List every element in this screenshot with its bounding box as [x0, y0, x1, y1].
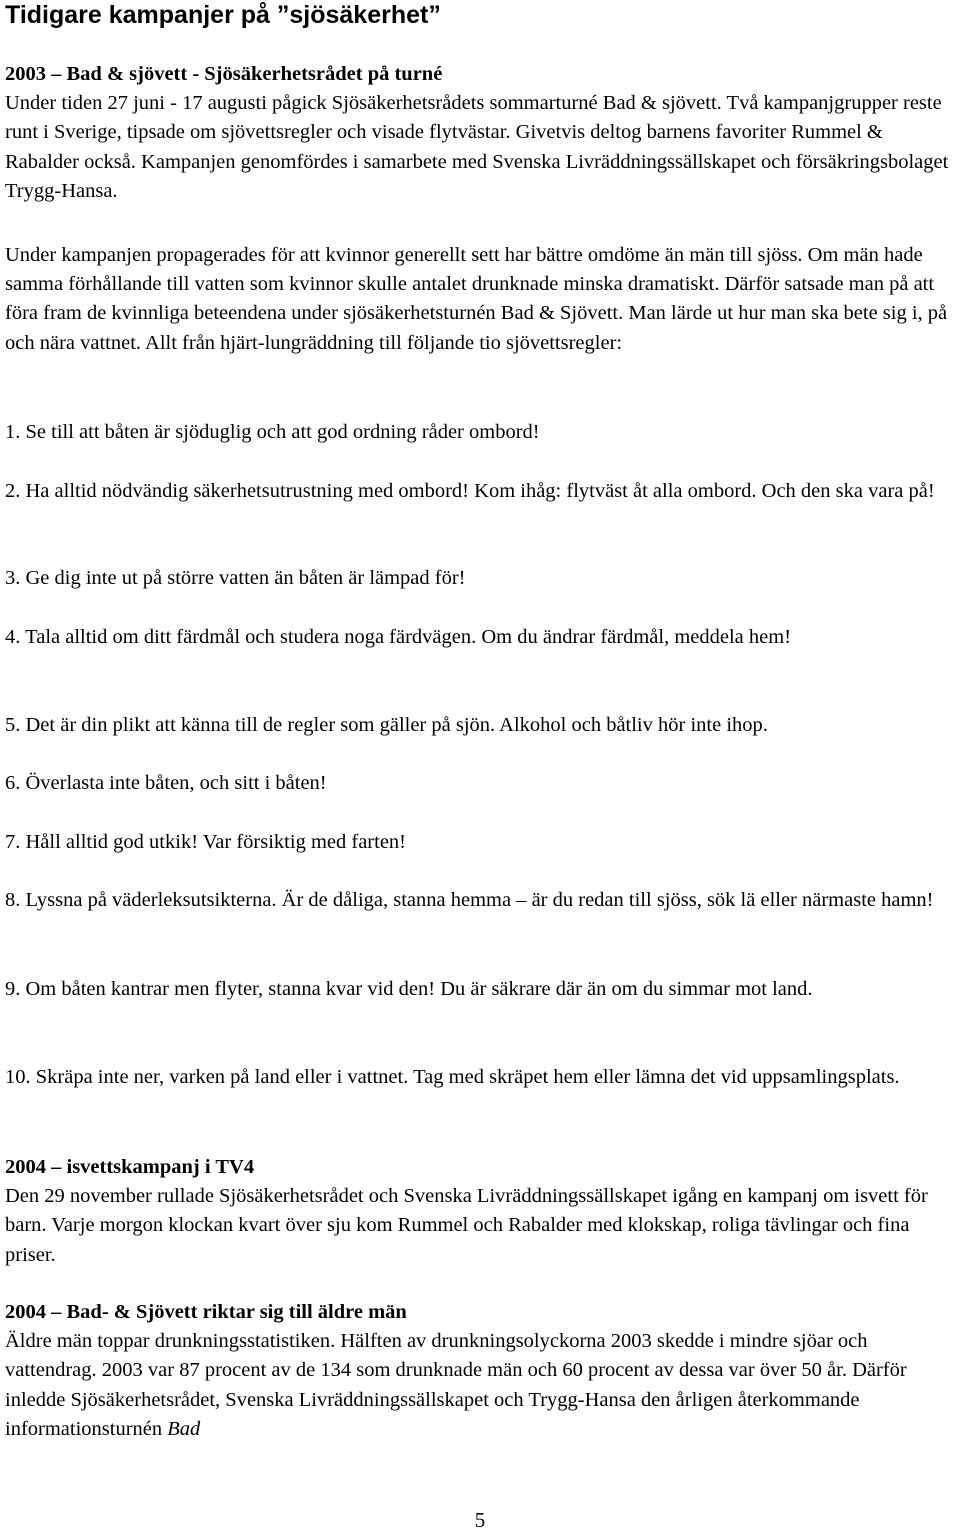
section-heading: 2003 – Bad & sjövett - Sjösäkerhetsrådet på turné	[5, 63, 443, 85]
paragraph-text: Äldre män toppar drunkningsstatistiken. Hälften av drunkningsolyckorna 2003 skedde i mindre sjöar och vattendrag. 2003 var 87 procent av de 134 som drunknade män och 60 procent av dessa var över 50 år. Därför inledde Sjösäkerhetsrådet, Svenska Livräddningssällskapet och Trygg-Hansa den årligen återkommande informationsturnén	[5, 1330, 907, 1440]
paragraph: Den 29 november rullade Sjösäkerhetsrådet och Svenska Livräddningssällskapet igång en kampanj om isvett för barn. Varje morgon klockan kvart över sju kom Rummel och Rabalder med klokskap, roliga tävlingar och fina priser.	[5, 1185, 928, 1266]
section-2004-tv4	[5, 1153, 955, 1270]
list-item: 2. Ha alltid nödvändig säkerhetsutrustning med ombord! Kom ihåg: flytväst åt alla ombord. Och den ska vara på!	[5, 480, 935, 502]
list-item: 5. Det är din plikt att känna till de regler som gäller på sjön. Alkohol och båtliv hör inte ihop.	[5, 714, 768, 736]
rule-5	[5, 711, 955, 740]
list-item: 6. Överlasta inte båten, och sitt i båten!	[5, 772, 327, 794]
list-item: 10. Skräpa inte ner, varken på land eller i vattnet. Tag med skräpet hem eller lämna det vid uppsamlingsplats.	[5, 1066, 900, 1088]
rule-6	[5, 769, 955, 798]
rule-3	[5, 564, 955, 593]
section-2003-paragraph-2	[5, 241, 955, 358]
list-item: 8. Lyssna på väderleksutsikterna. Är de dåliga, stanna hemma – är du redan till sjöss, sök lä eller närmaste hamn!	[5, 889, 934, 911]
list-item: 7. Håll alltid god utkik! Var försiktig med farten!	[5, 831, 406, 853]
section-heading: 2004 – isvettskampanj i TV4	[5, 1156, 255, 1178]
rule-7	[5, 828, 955, 857]
section-2004-men	[5, 1298, 955, 1444]
paragraph	[5, 1327, 955, 1444]
rule-4	[5, 623, 955, 652]
list-item: 1. Se till att båten är sjöduglig och att god ordning råder ombord!	[5, 421, 540, 443]
rule-2	[5, 477, 955, 506]
list-item: 9. Om båten kantrar men flyter, stanna kvar vid den! Du är säkrare där än om du simmar mot land.	[5, 978, 813, 1000]
section-heading: 2004 – Bad- & Sjövett riktar sig till äldre män	[5, 1301, 407, 1323]
paragraph: Under kampanjen propagerades för att kvinnor generellt sett har bättre omdöme än män till sjöss. Om män hade samma förhållande till vatten som kvinnor skulle antalet drunknade minska dramatiskt. Därför satsade man på att föra fram de kvinnliga beteendena under sjösäkerhetsturnén Bad & Sjövett. Man lärde ut hur man ska bete sig i, på och nära vattnet. Allt från hjärt-lungräddning till följande tio sjövettsregler:	[5, 244, 948, 354]
paragraph: Under tiden 27 juni - 17 augusti pågick Sjösäkerhetsrådets sommarturné Bad & sjövett. Två kampanjgrupper reste runt i Sverige, tipsade om sjövettsregler och visade flytvästar. Givetvis deltog barnens favoriter Rummel & Rabalder också. Kampanjen genomfördes i samarbete med Svenska Livräddningssällskapet och försäkringsbolaget Trygg-Hansa.	[5, 92, 949, 202]
rule-8	[5, 886, 955, 915]
list-item: 3. Ge dig inte ut på större vatten än båten är lämpad för!	[5, 567, 466, 589]
rule-9	[5, 975, 955, 1004]
rule-10	[5, 1063, 955, 1092]
document-title: Tidigare kampanjer på ”sjösäkerhet”	[5, 1, 441, 29]
list-item: 4. Tala alltid om ditt färdmål och studera noga färdvägen. Om du ändrar färdmål, meddela hem!	[5, 626, 792, 648]
rule-1	[5, 418, 955, 447]
paragraph-italic-text: Bad	[167, 1417, 201, 1440]
section-2003	[5, 60, 955, 206]
page-number: 5	[474, 1508, 486, 1532]
